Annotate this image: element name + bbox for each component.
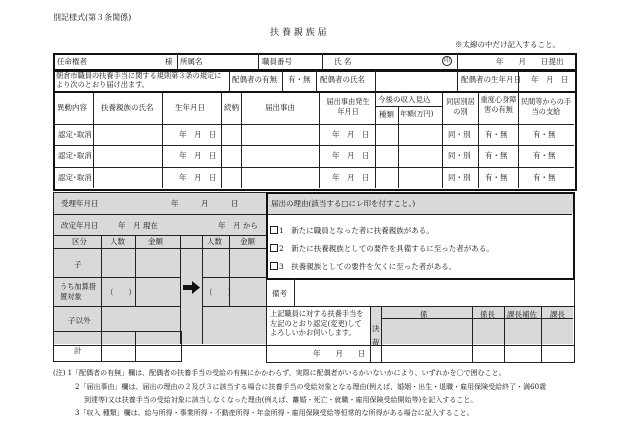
sig-chief: 係長: [480, 310, 495, 319]
staff-no-label: 職員番号: [262, 57, 292, 66]
dept-label: 所属名: [180, 57, 203, 66]
col-allowance: 民間等からの手当の支給: [520, 97, 572, 116]
col-income: 今後の収入見込: [378, 95, 431, 104]
total-label: 計: [74, 346, 82, 355]
spouse-value[interactable]: 有・無: [288, 75, 311, 84]
col-reason: 届出事由: [265, 103, 295, 112]
col-disability: 重度心身障害の有無: [480, 95, 517, 114]
inner-label: うち加算措置対象: [60, 282, 96, 301]
amount-header-right: 金額: [240, 237, 255, 246]
reason-option-3[interactable]: 3 扶養親族としての要件を欠くに至った者がある。: [270, 262, 456, 271]
col-relation: 続柄: [224, 103, 239, 112]
revise-now: 年 月 現在: [118, 221, 158, 230]
col-dependent-name: 扶養親族の氏名: [101, 103, 154, 112]
birth-cell: 年 月 日: [179, 173, 217, 182]
col-change: 異動内容: [57, 103, 87, 112]
birth-cell: 年 月 日: [179, 151, 217, 160]
note-2b: 到達等)又は扶養手当の受給対象に該当しなくなった理由(例えば、離婚・死亡・就職・雇用保険受給開始等)を記入すること。: [84, 396, 478, 404]
receipt-date: 年 月 日: [171, 199, 239, 208]
sig-clerk: 係: [420, 310, 428, 319]
form-title: 扶 養 親 族 届: [270, 28, 327, 38]
sig-manager: 課長: [550, 310, 565, 319]
arrow-right-icon: [183, 281, 200, 294]
disab-cell[interactable]: 有・無: [485, 173, 508, 182]
sig-assistant-manager: 課長補佐: [507, 310, 537, 319]
occur-cell: 年 月 日: [332, 173, 370, 182]
spouse-birth-label: 配偶者の生年月日: [461, 75, 521, 84]
count-header-left: 人数: [110, 237, 125, 246]
spouse-label: 配偶者の有無: [232, 75, 277, 84]
total-row: [53, 331, 182, 362]
disab-cell[interactable]: 有・無: [485, 151, 508, 160]
note-2a: 2「届出事由」欄は、届出の理由の２及び３に該当する場合に扶養手当の受給対象となる理由(例えば、婚姻・出生・退職・雇用保険受給終了・満60歳: [75, 383, 547, 391]
remarks-label: 備考: [272, 289, 287, 298]
reason-option-1[interactable]: 1 新たに職員となった者に扶養親族がある。: [270, 226, 434, 235]
col-income-annual: 年額(万円): [400, 110, 434, 118]
allowance-cell[interactable]: 有・無: [533, 130, 556, 139]
decision-label: 決裁: [372, 324, 380, 347]
cohab-cell[interactable]: 同・別: [448, 151, 471, 160]
allowance-cell[interactable]: 有・無: [533, 173, 556, 182]
other-label: 子以外: [68, 316, 91, 325]
birth-cell: 年 月 日: [179, 130, 217, 139]
amount-header-left: 金額: [148, 237, 163, 246]
disab-cell[interactable]: 有・無: [485, 130, 508, 139]
inner-count-right: （ ）: [205, 288, 235, 297]
occur-cell: 年 月 日: [332, 151, 370, 160]
revise-from: 年 月 から: [218, 221, 258, 230]
allowance-cell[interactable]: 有・無: [533, 151, 556, 160]
col-income-kind: 種類: [379, 110, 394, 119]
receipt-label: 受理年月日: [61, 199, 99, 208]
reason-option-2[interactable]: 2 新たに扶養親族としての要件を具備するに至った者がある。: [270, 244, 494, 253]
form-reference: 別記様式(第３条関係): [53, 13, 132, 22]
form-note: ※太線の中だけ記入すること。: [455, 40, 560, 49]
category-header: 区分: [72, 237, 87, 246]
change-cell[interactable]: 認定･取消: [58, 151, 92, 160]
col-cohabit: 同居別居の別: [446, 97, 475, 116]
cohab-cell[interactable]: 同・別: [448, 130, 471, 139]
revise-label: 改定年月日: [61, 221, 99, 230]
reason-title: 届出の理由(該当する□にレ印を付すこと。): [271, 199, 416, 208]
honorific: 様: [165, 57, 173, 66]
col-occur-date: 届出事由発生年月日: [326, 97, 370, 116]
occur-cell: 年 月 日: [332, 130, 370, 139]
note-3: 3「収入 種類」欄は、給与所得・事業所得・不動産所得・年金所得・雇用保険受給等恒常的な所得がある場合に記入すること。: [75, 409, 474, 417]
submit-date: 年 月 日提出: [496, 57, 564, 66]
change-cell[interactable]: 認定･取消: [58, 130, 92, 139]
cohab-cell[interactable]: 同・別: [448, 173, 471, 182]
note-1: (注) 1「配偶者の有無」欄は、配偶者の扶養手当の受給の有無にかかわらず、実際に配偶者がいるかいないかにより、いずれかを〇で囲むこと。: [53, 369, 506, 377]
spouse-birth-date: 年 月 日: [531, 75, 569, 84]
count-header-right: 人数: [207, 237, 222, 246]
col-birth: 生年月日: [175, 103, 205, 112]
seal-icon: 印: [443, 57, 450, 64]
approval-date: 年 月 日: [313, 349, 366, 358]
change-cell[interactable]: 認定･取消: [58, 173, 92, 182]
statement: 朝倉市職員の扶養手当に関する規則第３条の規定により次のとおり届け出ます。: [56, 71, 222, 89]
approval-text: 上記職員に対する扶養手当を左記のとおり認定(変更)してよろしいかお伺いします。: [270, 309, 364, 337]
spouse-name-label: 配偶者の氏名: [320, 75, 365, 84]
name-label: 氏 名: [334, 57, 352, 66]
appointer-label: 任命権者: [57, 57, 87, 66]
inner-count-left: （ ）: [106, 288, 136, 297]
child-label: 子: [74, 260, 82, 269]
